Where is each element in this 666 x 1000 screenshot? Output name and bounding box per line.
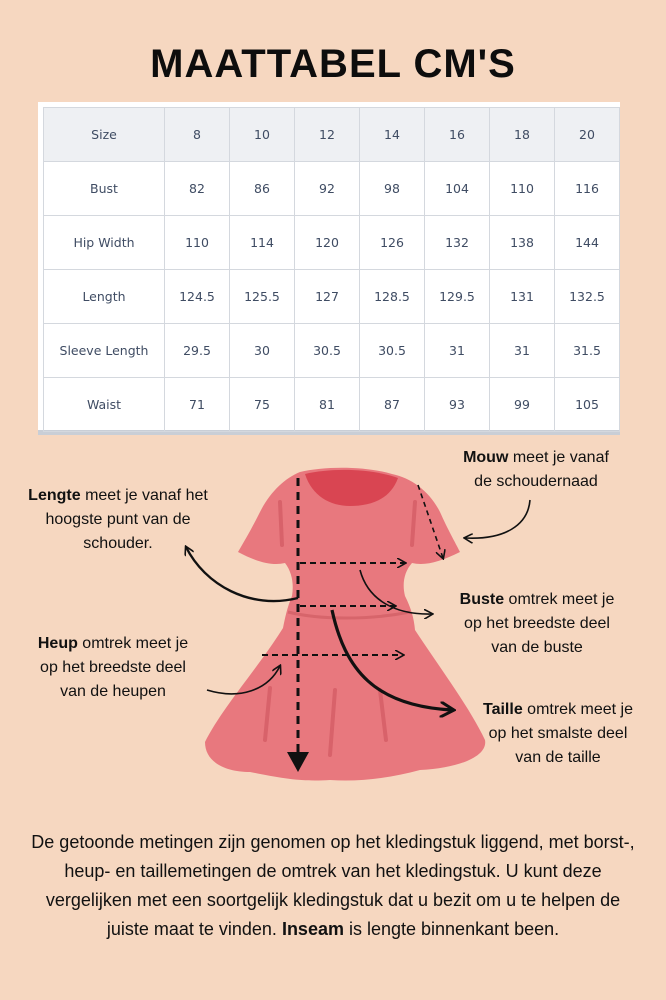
row-label: Waist: [44, 378, 165, 432]
table-cell: 132.5: [555, 270, 620, 324]
callout-taille: [456, 698, 660, 770]
table-cell: 81: [295, 378, 360, 432]
footer-tail: is lengte binnenkant been.: [343, 919, 560, 939]
table-cell: 87: [360, 378, 425, 432]
footer-text: De getoonde metingen zijn genomen op het kledingstuk liggend, met borst-, heup- en taillemetingen de omtrek van het kledingstuk. U kunt deze vergelijken met een soortgelijk kledingstuk dat u bezit om u te helpen de juiste maat te vinden.: [31, 832, 635, 939]
footer-note: [30, 828, 636, 944]
header-cell: 18: [490, 108, 555, 162]
table-cell: 31: [490, 324, 555, 378]
table-cell: 86: [230, 162, 295, 216]
table-cell: 75: [230, 378, 295, 432]
table-cell: 110: [165, 216, 230, 270]
table-cell: 92: [295, 162, 360, 216]
table-cell: 82: [165, 162, 230, 216]
callout-lengte-line2: hoogste punt van de: [45, 511, 191, 528]
header-cell: Size: [44, 108, 165, 162]
callout-mouw-line2: de schoudernaad: [474, 473, 598, 490]
table-cell: 31.5: [555, 324, 620, 378]
table-cell: 128.5: [360, 270, 425, 324]
footer-bold: Inseam: [281, 919, 344, 939]
row-label: Sleeve Length: [44, 324, 165, 378]
header-cell: 10: [230, 108, 295, 162]
page-title: MAATTABEL CM'S: [150, 42, 516, 86]
mouw-pointer: [465, 500, 530, 538]
callout-heup-bold: Heup: [37, 635, 78, 652]
table-cell: 105: [555, 378, 620, 432]
callout-buste-line3: van de buste: [491, 639, 583, 656]
callout-mouw: [432, 446, 640, 494]
table-cell: 129.5: [425, 270, 490, 324]
table-cell: 30: [230, 324, 295, 378]
callout-lengte-line3: schouder.: [83, 535, 153, 552]
table-cell: 99: [490, 378, 555, 432]
table-cell: 104: [425, 162, 490, 216]
table-cell: 71: [165, 378, 230, 432]
table-cell: 93: [425, 378, 490, 432]
table-cell: 29.5: [165, 324, 230, 378]
callout-lengte-line1: meet je vanaf het: [80, 487, 208, 504]
table-cell: 132: [425, 216, 490, 270]
callout-buste-line2: op het breedste deel: [464, 615, 610, 632]
table-cell: 98: [360, 162, 425, 216]
table-cell: 125.5: [230, 270, 295, 324]
callout-heup-line1: omtrek meet je: [77, 635, 189, 652]
table-cell: 126: [360, 216, 425, 270]
table-cell: 30.5: [295, 324, 360, 378]
callout-buste-line1: omtrek meet je: [504, 591, 615, 608]
callout-lengte: [2, 484, 234, 556]
callout-taille-bold: Taille: [483, 701, 523, 718]
table-cell: 138: [490, 216, 555, 270]
table-cell: 124.5: [165, 270, 230, 324]
callout-buste: [432, 588, 642, 660]
callout-mouw-line1: meet je vanaf: [508, 449, 609, 466]
header-cell: 20: [555, 108, 620, 162]
table-cell: 116: [555, 162, 620, 216]
table-cell: 31: [425, 324, 490, 378]
table-cell: 144: [555, 216, 620, 270]
header-cell: 12: [295, 108, 360, 162]
callout-heup-line2: op het breedste deel: [40, 659, 186, 676]
callout-taille-line1: omtrek meet je: [522, 701, 633, 718]
table-cell: 120: [295, 216, 360, 270]
row-label: Bust: [44, 162, 165, 216]
header-cell: 16: [425, 108, 490, 162]
header-cell: 14: [360, 108, 425, 162]
table-cell: 131: [490, 270, 555, 324]
header-cell: 8: [165, 108, 230, 162]
callout-taille-line2: op het smalste deel: [488, 725, 628, 742]
table-cell: 110: [490, 162, 555, 216]
table-cell: 114: [230, 216, 295, 270]
callout-taille-line3: van de taille: [515, 749, 601, 766]
row-label: Length: [44, 270, 165, 324]
table-cell: 127: [295, 270, 360, 324]
callout-lengte-bold: Lengte: [28, 487, 81, 504]
callout-heup: [8, 632, 218, 704]
table-cell: 30.5: [360, 324, 425, 378]
callout-mouw-bold: Mouw: [463, 449, 509, 466]
row-label: Hip Width: [44, 216, 165, 270]
callout-buste-bold: Buste: [459, 591, 505, 608]
callout-heup-line3: van de heupen: [60, 683, 166, 700]
